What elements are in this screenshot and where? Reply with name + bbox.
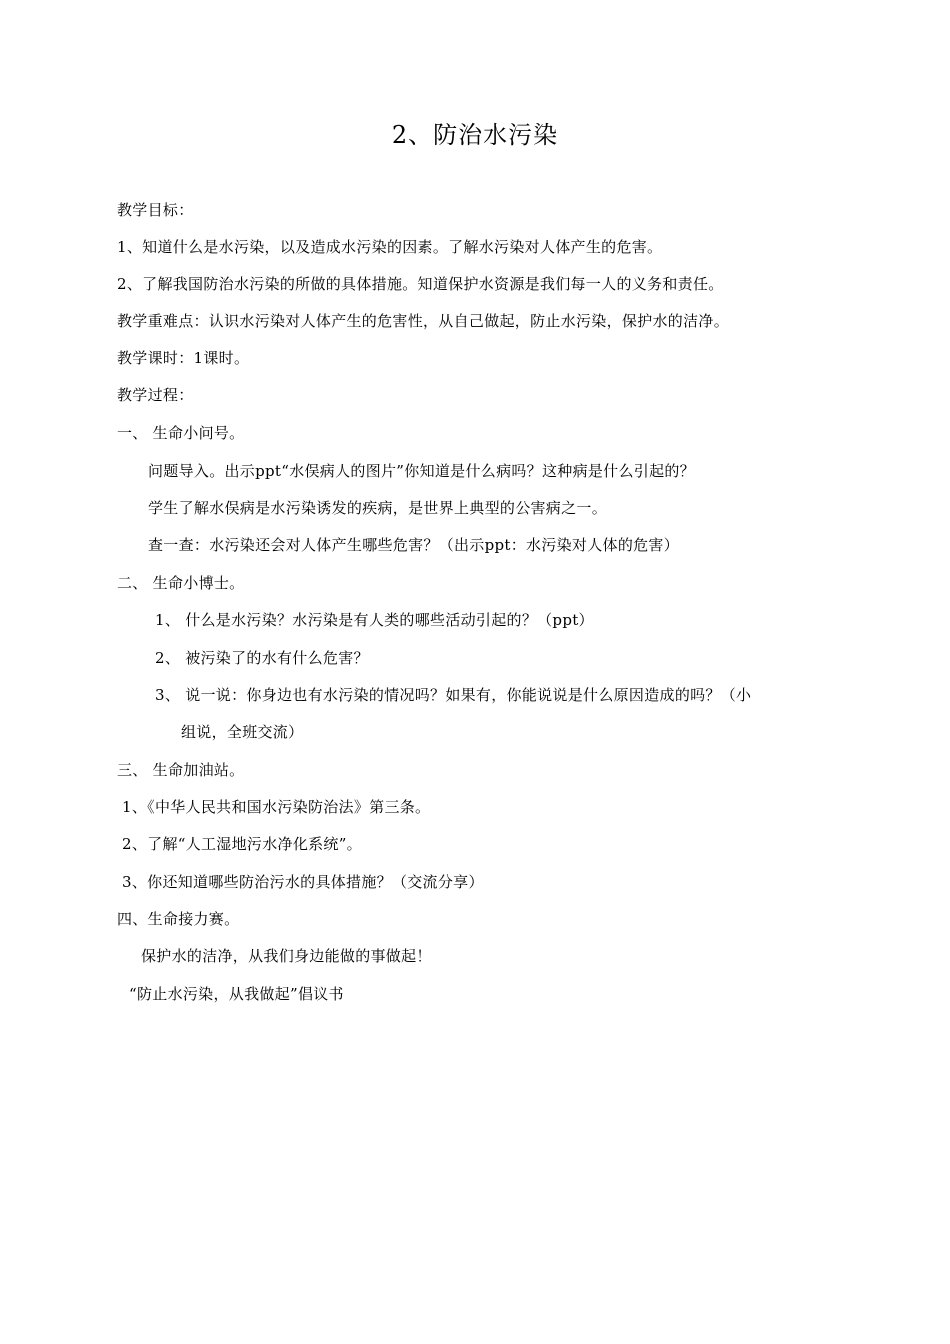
section-4-line-1: 保护水的洁净，从我们身边能做的事做起！ bbox=[141, 947, 432, 965]
section-1-line-2: 学生了解水俣病是水污染诱发的疾病，是世界上典型的公害病之一。 bbox=[148, 499, 608, 517]
goals-heading: 教学目标： bbox=[117, 201, 194, 219]
section-3-item-1: 1、《中华人民共和国水污染防治法》第三条。 bbox=[122, 798, 431, 816]
class-hours: 教学课时：1课时。 bbox=[117, 349, 250, 367]
goal-1: 1、知道什么是水污染，以及造成水污染的因素。了解水污染对人体产生的危害。 bbox=[117, 238, 663, 256]
section-2-item-3-line-2: 组说，全班交流） bbox=[181, 723, 304, 741]
process-heading: 教学过程： bbox=[117, 386, 194, 404]
section-2-item-2: 2、 被污染了的水有什么危害？ bbox=[155, 649, 369, 667]
section-1-line-1: 问题导入。出示ppt“水俣病人的图片”你知道是什么病吗？这种病是什么引起的？ bbox=[148, 462, 695, 480]
section-1-heading: 一、 生命小问号。 bbox=[117, 424, 245, 442]
section-2-item-3-line-1: 3、 说一说：你身边也有水污染的情况吗？如果有，你能说说是什么原因造成的吗？（小 bbox=[155, 686, 752, 704]
section-4-heading: 四、生命接力赛。 bbox=[117, 910, 240, 928]
section-3-heading: 三、 生命加油站。 bbox=[117, 761, 245, 779]
section-1-line-3: 查一查：水污染还会对人体产生哪些危害？（出示ppt：水污染对人体的危害） bbox=[148, 536, 680, 554]
section-3-item-3: 3、你还知道哪些防治污水的具体措施？（交流分享） bbox=[122, 873, 484, 891]
section-3-item-2: 2、了解“人工湿地污水净化系统”。 bbox=[122, 835, 362, 853]
document-title: 2、防治水污染 bbox=[391, 121, 559, 149]
section-2-heading: 二、 生命小博士。 bbox=[117, 574, 245, 592]
key-points: 教学重难点：认识水污染对人体产生的危害性，从自己做起，防止水污染，保护水的洁净。 bbox=[117, 312, 730, 330]
section-2-item-1: 1、 什么是水污染？水污染是有人类的哪些活动引起的？（ppt） bbox=[155, 611, 594, 629]
section-4-line-2: “防止水污染，从我做起”倡议书 bbox=[129, 985, 344, 1003]
goal-2: 2、了解我国防治水污染的所做的具体措施。知道保护水资源是我们每一人的义务和责任。 bbox=[117, 275, 724, 293]
